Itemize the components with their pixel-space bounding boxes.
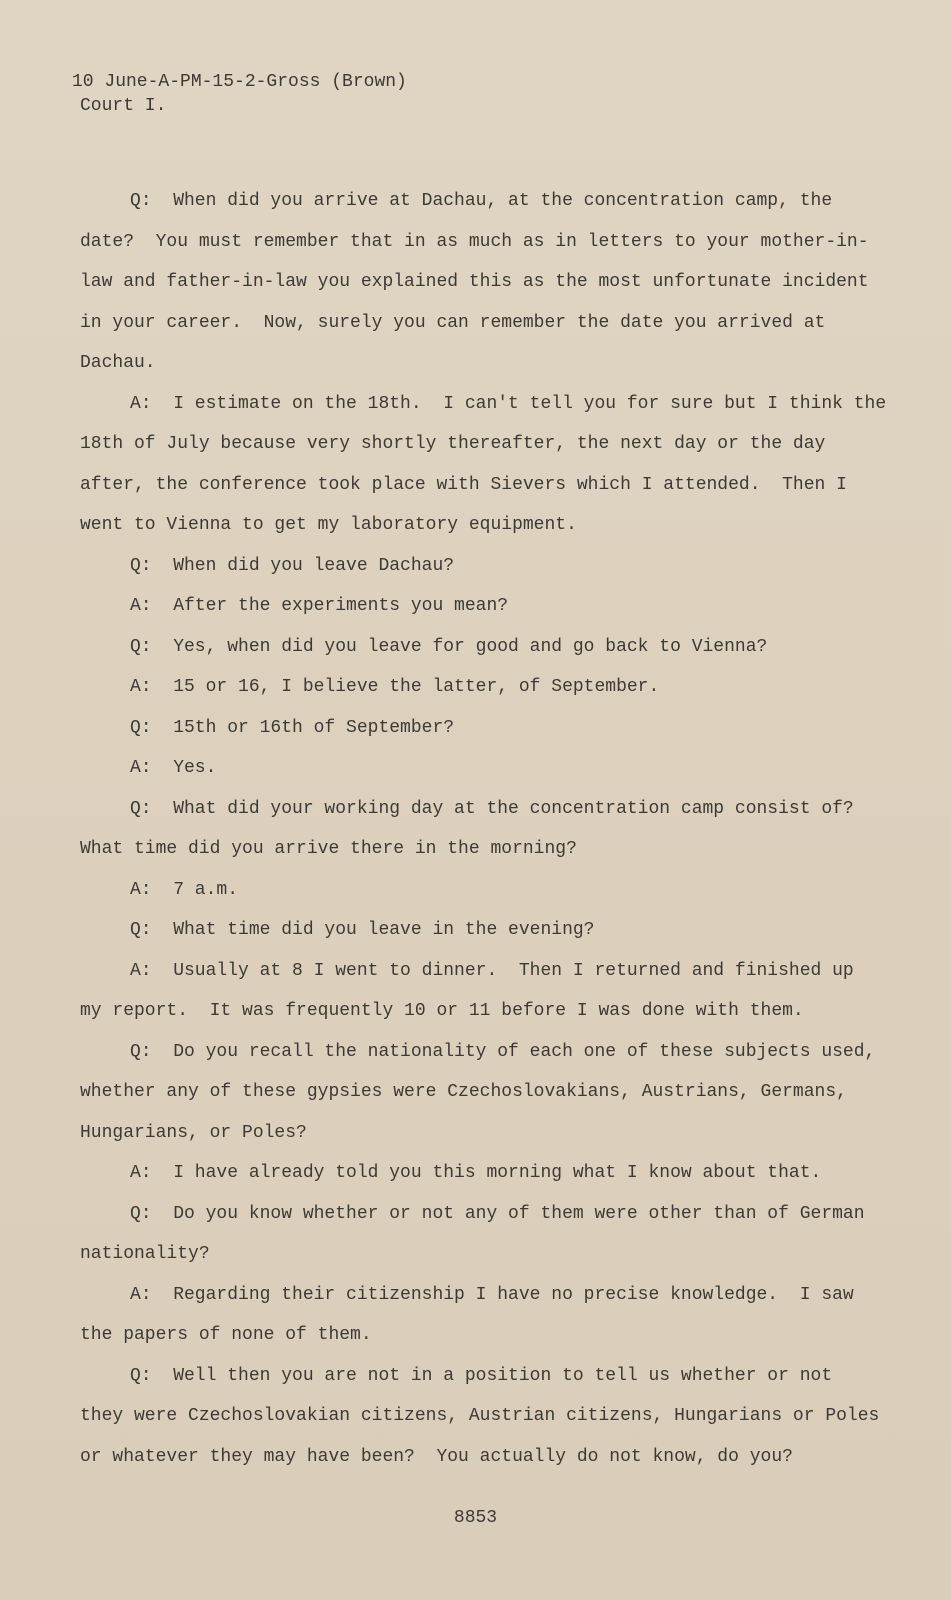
document-header xyxy=(72,70,407,118)
transcript-line: Q: Yes, when did you leave for good and go back to Vienna? xyxy=(130,637,768,657)
page-number: 8853 xyxy=(453,1508,498,1528)
transcript-line: A: 15 or 16, I believe the latter, of September. xyxy=(130,677,660,697)
transcript-line: Q: Do you know whether or not any of them were other than of German xyxy=(130,1204,865,1224)
transcript-line: Q: When did you arrive at Dachau, at the concentration camp, the xyxy=(130,191,833,211)
transcript-line: the papers of none of them. xyxy=(80,1325,372,1345)
transcript-line: they were Czechoslovakian citizens, Austrian citizens, Hungarians or Poles xyxy=(80,1406,880,1426)
transcript-line: A: Yes. xyxy=(130,758,217,778)
transcript-line: date? You must remember that in as much as in letters to your mother-in- xyxy=(80,232,869,252)
transcript-line: Hungarians, or Poles? xyxy=(80,1123,307,1143)
transcript-line: A: 7 a.m. xyxy=(130,880,239,900)
transcript-line: Q: Do you recall the nationality of each one of these subjects used, xyxy=(130,1042,876,1062)
transcript-line: A: Usually at 8 I went to dinner. Then I returned and finished up xyxy=(130,961,854,981)
transcript-line: law and father-in-law you explained this as the most unfortunate incident xyxy=(80,272,869,292)
transcript-line: or whatever they may have been? You actually do not know, do you? xyxy=(80,1447,793,1467)
transcript-line: Q: What did your working day at the concentration camp consist of? xyxy=(130,799,854,819)
transcript-line: in your career. Now, surely you can remember the date you arrived at xyxy=(80,313,826,333)
transcript-line: Q: When did you leave Dachau? xyxy=(130,556,455,576)
transcript-line: A: Regarding their citizenship I have no precise knowledge. I saw xyxy=(130,1285,854,1305)
transcript-line: went to Vienna to get my laboratory equipment. xyxy=(80,515,577,535)
transcript-line: A: I estimate on the 18th. I can't tell you for sure but I think the xyxy=(130,394,887,414)
transcript-line: A: I have already told you this morning what I know about that. xyxy=(130,1163,822,1183)
transcript-line: What time did you arrive there in the morning? xyxy=(80,839,577,859)
transcript-line: Q: Well then you are not in a position to tell us whether or not xyxy=(130,1366,833,1386)
transcript-line: nationality? xyxy=(80,1244,210,1264)
transcript-line: my report. It was frequently 10 or 11 before I was done with them. xyxy=(80,1001,804,1021)
transcript-reference: 10 June-A-PM-15-2-Gross (Brown) xyxy=(72,72,407,92)
transcript-line: whether any of these gypsies were Czechoslovakians, Austrians, Germans, xyxy=(80,1082,847,1102)
transcript-line: 18th of July because very shortly thereafter, the next day or the day xyxy=(80,434,826,454)
transcript-line: Dachau. xyxy=(80,353,156,373)
transcript-line: A: After the experiments you mean? xyxy=(130,596,509,616)
transcript-line: Q: 15th or 16th of September? xyxy=(130,718,455,738)
transcript-line: after, the conference took place with Sievers which I attended. Then I xyxy=(80,475,847,495)
court-label: Court I. xyxy=(80,96,167,116)
transcript-line: Q: What time did you leave in the evening? xyxy=(130,920,595,940)
